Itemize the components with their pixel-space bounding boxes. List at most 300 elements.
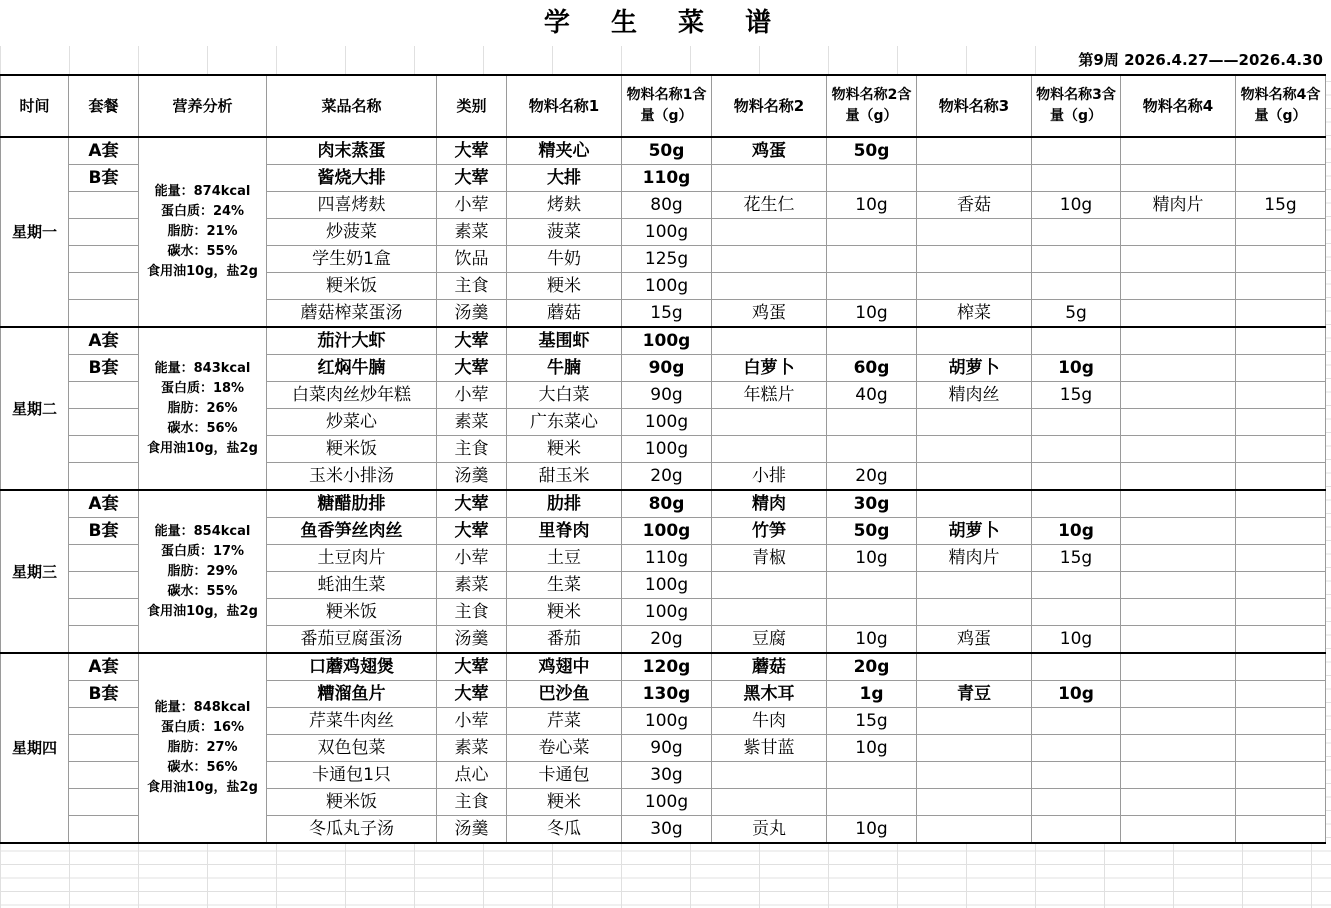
material-cell[interactable]: 鸡蛋 bbox=[917, 626, 1032, 654]
material-cell[interactable] bbox=[1121, 355, 1236, 382]
material-cell[interactable]: 10g bbox=[1032, 192, 1121, 219]
material-cell[interactable] bbox=[1032, 735, 1121, 762]
material-cell[interactable] bbox=[1032, 409, 1121, 436]
category-cell[interactable]: 汤羹 bbox=[437, 816, 507, 844]
category-cell[interactable]: 素菜 bbox=[437, 735, 507, 762]
material-cell[interactable] bbox=[1121, 681, 1236, 708]
set-cell[interactable] bbox=[69, 626, 139, 654]
set-cell[interactable]: B套 bbox=[69, 681, 139, 708]
set-cell[interactable]: A套 bbox=[69, 327, 139, 355]
set-cell[interactable] bbox=[69, 382, 139, 409]
header-cell[interactable]: 物料名称3含量（g） bbox=[1032, 75, 1121, 137]
material-cell[interactable]: 10g bbox=[1032, 518, 1121, 545]
material-cell[interactable] bbox=[917, 165, 1032, 192]
material-cell[interactable] bbox=[827, 762, 917, 789]
material-cell[interactable]: 番茄 bbox=[507, 626, 622, 654]
material-cell[interactable]: 10g bbox=[827, 735, 917, 762]
material-cell[interactable] bbox=[1236, 789, 1326, 816]
set-cell[interactable]: A套 bbox=[69, 137, 139, 165]
material-cell[interactable]: 80g bbox=[622, 192, 712, 219]
material-cell[interactable]: 5g bbox=[1032, 300, 1121, 328]
material-cell[interactable] bbox=[712, 436, 827, 463]
material-cell[interactable] bbox=[917, 735, 1032, 762]
material-cell[interactable]: 110g bbox=[622, 545, 712, 572]
header-cell[interactable]: 物料名称2含量（g） bbox=[827, 75, 917, 137]
material-cell[interactable]: 贡丸 bbox=[712, 816, 827, 844]
material-cell[interactable] bbox=[1032, 463, 1121, 491]
material-cell[interactable]: 60g bbox=[827, 355, 917, 382]
material-cell[interactable] bbox=[1236, 681, 1326, 708]
material-cell[interactable] bbox=[1236, 653, 1326, 681]
category-cell[interactable]: 大荤 bbox=[437, 490, 507, 518]
material-cell[interactable]: 青豆 bbox=[917, 681, 1032, 708]
set-cell[interactable] bbox=[69, 436, 139, 463]
material-cell[interactable]: 20g bbox=[622, 463, 712, 491]
header-cell[interactable]: 营养分析 bbox=[139, 75, 267, 137]
nutrition-cell[interactable] bbox=[139, 137, 267, 327]
dish-name-cell[interactable]: 茄汁大虾 bbox=[267, 327, 437, 355]
material-cell[interactable]: 120g bbox=[622, 653, 712, 681]
material-cell[interactable]: 牛肉 bbox=[712, 708, 827, 735]
set-cell[interactable] bbox=[69, 545, 139, 572]
material-cell[interactable] bbox=[1032, 762, 1121, 789]
material-cell[interactable]: 50g bbox=[827, 137, 917, 165]
material-cell[interactable] bbox=[1121, 545, 1236, 572]
material-cell[interactable] bbox=[1121, 165, 1236, 192]
material-cell[interactable] bbox=[1032, 708, 1121, 735]
category-cell[interactable]: 大荤 bbox=[437, 327, 507, 355]
header-cell[interactable]: 物料名称2 bbox=[712, 75, 827, 137]
material-cell[interactable] bbox=[827, 219, 917, 246]
material-cell[interactable] bbox=[1121, 463, 1236, 491]
material-cell[interactable]: 100g bbox=[622, 708, 712, 735]
dish-name-cell[interactable]: 炒菜心 bbox=[267, 409, 437, 436]
material-cell[interactable]: 100g bbox=[622, 273, 712, 300]
material-cell[interactable] bbox=[1236, 409, 1326, 436]
material-cell[interactable] bbox=[712, 762, 827, 789]
material-cell[interactable] bbox=[917, 599, 1032, 626]
material-cell[interactable]: 生菜 bbox=[507, 572, 622, 599]
set-cell[interactable]: A套 bbox=[69, 490, 139, 518]
material-cell[interactable] bbox=[1032, 789, 1121, 816]
material-cell[interactable]: 菠菜 bbox=[507, 219, 622, 246]
material-cell[interactable] bbox=[917, 137, 1032, 165]
category-cell[interactable]: 小荤 bbox=[437, 192, 507, 219]
material-cell[interactable] bbox=[712, 165, 827, 192]
material-cell[interactable] bbox=[1236, 219, 1326, 246]
dish-name-cell[interactable]: 糖醋肋排 bbox=[267, 490, 437, 518]
material-cell[interactable] bbox=[1236, 436, 1326, 463]
set-cell[interactable]: B套 bbox=[69, 518, 139, 545]
material-cell[interactable]: 100g bbox=[622, 518, 712, 545]
material-cell[interactable] bbox=[917, 653, 1032, 681]
material-cell[interactable]: 芹菜 bbox=[507, 708, 622, 735]
material-cell[interactable]: 30g bbox=[827, 490, 917, 518]
set-cell[interactable]: B套 bbox=[69, 165, 139, 192]
material-cell[interactable] bbox=[1121, 219, 1236, 246]
material-cell[interactable]: 粳米 bbox=[507, 436, 622, 463]
set-cell[interactable] bbox=[69, 708, 139, 735]
category-cell[interactable]: 小荤 bbox=[437, 708, 507, 735]
material-cell[interactable]: 粳米 bbox=[507, 789, 622, 816]
material-cell[interactable] bbox=[827, 789, 917, 816]
material-cell[interactable] bbox=[1032, 246, 1121, 273]
material-cell[interactable] bbox=[1032, 490, 1121, 518]
material-cell[interactable]: 牛奶 bbox=[507, 246, 622, 273]
material-cell[interactable]: 精肉 bbox=[712, 490, 827, 518]
material-cell[interactable] bbox=[712, 572, 827, 599]
material-cell[interactable] bbox=[712, 273, 827, 300]
material-cell[interactable] bbox=[827, 599, 917, 626]
material-cell[interactable]: 竹笋 bbox=[712, 518, 827, 545]
material-cell[interactable]: 巴沙鱼 bbox=[507, 681, 622, 708]
material-cell[interactable] bbox=[917, 219, 1032, 246]
material-cell[interactable]: 20g bbox=[827, 653, 917, 681]
material-cell[interactable] bbox=[712, 246, 827, 273]
material-cell[interactable]: 125g bbox=[622, 246, 712, 273]
material-cell[interactable]: 10g bbox=[827, 816, 917, 844]
material-cell[interactable]: 卷心菜 bbox=[507, 735, 622, 762]
material-cell[interactable] bbox=[827, 165, 917, 192]
material-cell[interactable]: 大排 bbox=[507, 165, 622, 192]
material-cell[interactable] bbox=[917, 463, 1032, 491]
material-cell[interactable] bbox=[712, 599, 827, 626]
material-cell[interactable] bbox=[1236, 273, 1326, 300]
material-cell[interactable] bbox=[917, 327, 1032, 355]
material-cell[interactable] bbox=[1121, 626, 1236, 654]
dish-name-cell[interactable]: 肉末蒸蛋 bbox=[267, 137, 437, 165]
material-cell[interactable]: 黑木耳 bbox=[712, 681, 827, 708]
material-cell[interactable] bbox=[1121, 382, 1236, 409]
category-cell[interactable]: 小荤 bbox=[437, 545, 507, 572]
material-cell[interactable]: 100g bbox=[622, 219, 712, 246]
header-cell[interactable]: 时间 bbox=[1, 75, 69, 137]
dish-name-cell[interactable]: 双色包菜 bbox=[267, 735, 437, 762]
material-cell[interactable]: 小排 bbox=[712, 463, 827, 491]
dish-name-cell[interactable]: 芹菜牛肉丝 bbox=[267, 708, 437, 735]
category-cell[interactable]: 素菜 bbox=[437, 219, 507, 246]
set-cell[interactable] bbox=[69, 735, 139, 762]
set-cell[interactable]: B套 bbox=[69, 355, 139, 382]
set-cell[interactable] bbox=[69, 409, 139, 436]
material-cell[interactable] bbox=[1032, 436, 1121, 463]
category-cell[interactable]: 主食 bbox=[437, 273, 507, 300]
material-cell[interactable] bbox=[1121, 789, 1236, 816]
material-cell[interactable] bbox=[827, 246, 917, 273]
category-cell[interactable]: 大荤 bbox=[437, 165, 507, 192]
material-cell[interactable]: 榨菜 bbox=[917, 300, 1032, 328]
material-cell[interactable]: 20g bbox=[622, 626, 712, 654]
set-cell[interactable] bbox=[69, 789, 139, 816]
material-cell[interactable] bbox=[917, 490, 1032, 518]
material-cell[interactable] bbox=[1236, 463, 1326, 491]
material-cell[interactable] bbox=[1121, 300, 1236, 328]
material-cell[interactable]: 50g bbox=[827, 518, 917, 545]
material-cell[interactable] bbox=[1032, 219, 1121, 246]
material-cell[interactable]: 10g bbox=[827, 192, 917, 219]
material-cell[interactable] bbox=[1236, 735, 1326, 762]
material-cell[interactable]: 20g bbox=[827, 463, 917, 491]
category-cell[interactable]: 点心 bbox=[437, 762, 507, 789]
material-cell[interactable]: 10g bbox=[1032, 681, 1121, 708]
material-cell[interactable]: 精夹心 bbox=[507, 137, 622, 165]
material-cell[interactable] bbox=[917, 816, 1032, 844]
material-cell[interactable] bbox=[1121, 572, 1236, 599]
dish-name-cell[interactable]: 蚝油生菜 bbox=[267, 572, 437, 599]
material-cell[interactable]: 15g bbox=[1032, 382, 1121, 409]
material-cell[interactable]: 90g bbox=[622, 355, 712, 382]
material-cell[interactable] bbox=[1032, 165, 1121, 192]
dish-name-cell[interactable]: 炒菠菜 bbox=[267, 219, 437, 246]
day-cell[interactable]: 星期一 bbox=[1, 137, 69, 327]
material-cell[interactable]: 1g bbox=[827, 681, 917, 708]
dish-name-cell[interactable]: 鱼香笋丝肉丝 bbox=[267, 518, 437, 545]
material-cell[interactable]: 110g bbox=[622, 165, 712, 192]
material-cell[interactable] bbox=[1032, 653, 1121, 681]
material-cell[interactable]: 10g bbox=[827, 626, 917, 654]
material-cell[interactable] bbox=[1121, 490, 1236, 518]
material-cell[interactable] bbox=[917, 789, 1032, 816]
material-cell[interactable]: 80g bbox=[622, 490, 712, 518]
material-cell[interactable]: 蘑菇 bbox=[507, 300, 622, 328]
material-cell[interactable]: 100g bbox=[622, 789, 712, 816]
nutrition-cell[interactable] bbox=[139, 327, 267, 490]
set-cell[interactable] bbox=[69, 246, 139, 273]
material-cell[interactable] bbox=[1032, 816, 1121, 844]
category-cell[interactable]: 主食 bbox=[437, 599, 507, 626]
material-cell[interactable]: 100g bbox=[622, 409, 712, 436]
header-cell[interactable]: 物料名称1 bbox=[507, 75, 622, 137]
dish-name-cell[interactable]: 卡通包1只 bbox=[267, 762, 437, 789]
material-cell[interactable]: 粳米 bbox=[507, 273, 622, 300]
nutrition-cell[interactable] bbox=[139, 490, 267, 653]
material-cell[interactable]: 15g bbox=[1236, 192, 1326, 219]
set-cell[interactable] bbox=[69, 273, 139, 300]
material-cell[interactable] bbox=[1121, 762, 1236, 789]
set-cell[interactable] bbox=[69, 572, 139, 599]
material-cell[interactable]: 烤麸 bbox=[507, 192, 622, 219]
set-cell[interactable] bbox=[69, 816, 139, 844]
material-cell[interactable]: 紫甘蓝 bbox=[712, 735, 827, 762]
category-cell[interactable]: 汤羹 bbox=[437, 626, 507, 654]
set-cell[interactable]: A套 bbox=[69, 653, 139, 681]
dish-name-cell[interactable]: 口蘑鸡翅煲 bbox=[267, 653, 437, 681]
material-cell[interactable]: 白萝卜 bbox=[712, 355, 827, 382]
set-cell[interactable] bbox=[69, 300, 139, 328]
material-cell[interactable] bbox=[917, 409, 1032, 436]
category-cell[interactable]: 大荤 bbox=[437, 355, 507, 382]
dish-name-cell[interactable]: 白菜肉丝炒年糕 bbox=[267, 382, 437, 409]
material-cell[interactable]: 牛腩 bbox=[507, 355, 622, 382]
header-cell[interactable]: 类别 bbox=[437, 75, 507, 137]
material-cell[interactable]: 15g bbox=[622, 300, 712, 328]
material-cell[interactable]: 100g bbox=[622, 436, 712, 463]
material-cell[interactable] bbox=[1236, 490, 1326, 518]
material-cell[interactable] bbox=[1236, 327, 1326, 355]
set-cell[interactable] bbox=[69, 463, 139, 491]
material-cell[interactable]: 香菇 bbox=[917, 192, 1032, 219]
dish-name-cell[interactable]: 粳米饭 bbox=[267, 436, 437, 463]
category-cell[interactable]: 大荤 bbox=[437, 653, 507, 681]
material-cell[interactable]: 10g bbox=[1032, 626, 1121, 654]
material-cell[interactable]: 10g bbox=[1032, 355, 1121, 382]
material-cell[interactable]: 40g bbox=[827, 382, 917, 409]
day-cell[interactable]: 星期四 bbox=[1, 653, 69, 843]
category-cell[interactable]: 素菜 bbox=[437, 572, 507, 599]
dish-name-cell[interactable]: 粳米饭 bbox=[267, 789, 437, 816]
dish-name-cell[interactable]: 土豆肉片 bbox=[267, 545, 437, 572]
material-cell[interactable] bbox=[1121, 137, 1236, 165]
dish-name-cell[interactable]: 酱烧大排 bbox=[267, 165, 437, 192]
dish-name-cell[interactable]: 红焖牛腩 bbox=[267, 355, 437, 382]
material-cell[interactable]: 青椒 bbox=[712, 545, 827, 572]
material-cell[interactable] bbox=[1032, 599, 1121, 626]
material-cell[interactable]: 90g bbox=[622, 382, 712, 409]
category-cell[interactable]: 大荤 bbox=[437, 681, 507, 708]
material-cell[interactable]: 蘑菇 bbox=[712, 653, 827, 681]
dish-name-cell[interactable]: 粳米饭 bbox=[267, 599, 437, 626]
material-cell[interactable] bbox=[712, 219, 827, 246]
material-cell[interactable] bbox=[1236, 165, 1326, 192]
material-cell[interactable]: 鸡蛋 bbox=[712, 300, 827, 328]
material-cell[interactable]: 30g bbox=[622, 816, 712, 844]
category-cell[interactable]: 汤羹 bbox=[437, 463, 507, 491]
material-cell[interactable]: 大白菜 bbox=[507, 382, 622, 409]
material-cell[interactable] bbox=[827, 436, 917, 463]
material-cell[interactable]: 100g bbox=[622, 572, 712, 599]
material-cell[interactable] bbox=[1236, 355, 1326, 382]
material-cell[interactable]: 鸡翅中 bbox=[507, 653, 622, 681]
material-cell[interactable] bbox=[1032, 327, 1121, 355]
material-cell[interactable]: 胡萝卜 bbox=[917, 518, 1032, 545]
material-cell[interactable]: 100g bbox=[622, 327, 712, 355]
category-cell[interactable]: 饮品 bbox=[437, 246, 507, 273]
material-cell[interactable] bbox=[1236, 137, 1326, 165]
material-cell[interactable] bbox=[1121, 599, 1236, 626]
material-cell[interactable] bbox=[1236, 300, 1326, 328]
dish-name-cell[interactable]: 番茄豆腐蛋汤 bbox=[267, 626, 437, 654]
day-cell[interactable]: 星期三 bbox=[1, 490, 69, 653]
material-cell[interactable] bbox=[917, 762, 1032, 789]
material-cell[interactable] bbox=[712, 409, 827, 436]
material-cell[interactable]: 里脊肉 bbox=[507, 518, 622, 545]
material-cell[interactable]: 15g bbox=[827, 708, 917, 735]
material-cell[interactable]: 甜玉米 bbox=[507, 463, 622, 491]
material-cell[interactable]: 精肉丝 bbox=[917, 382, 1032, 409]
material-cell[interactable]: 精肉片 bbox=[917, 545, 1032, 572]
material-cell[interactable] bbox=[1121, 518, 1236, 545]
material-cell[interactable] bbox=[712, 789, 827, 816]
material-cell[interactable] bbox=[917, 436, 1032, 463]
dish-name-cell[interactable]: 四喜烤麸 bbox=[267, 192, 437, 219]
material-cell[interactable] bbox=[1236, 626, 1326, 654]
set-cell[interactable] bbox=[69, 762, 139, 789]
material-cell[interactable] bbox=[1121, 816, 1236, 844]
material-cell[interactable] bbox=[1121, 436, 1236, 463]
material-cell[interactable]: 90g bbox=[622, 735, 712, 762]
category-cell[interactable]: 大荤 bbox=[437, 518, 507, 545]
material-cell[interactable] bbox=[1236, 572, 1326, 599]
category-cell[interactable]: 主食 bbox=[437, 789, 507, 816]
material-cell[interactable]: 土豆 bbox=[507, 545, 622, 572]
material-cell[interactable] bbox=[917, 572, 1032, 599]
material-cell[interactable] bbox=[827, 409, 917, 436]
material-cell[interactable] bbox=[1121, 327, 1236, 355]
material-cell[interactable]: 年糕片 bbox=[712, 382, 827, 409]
day-cell[interactable]: 星期二 bbox=[1, 327, 69, 490]
material-cell[interactable] bbox=[1236, 708, 1326, 735]
dish-name-cell[interactable]: 糟溜鱼片 bbox=[267, 681, 437, 708]
material-cell[interactable]: 10g bbox=[827, 545, 917, 572]
material-cell[interactable] bbox=[1121, 273, 1236, 300]
dish-name-cell[interactable]: 粳米饭 bbox=[267, 273, 437, 300]
material-cell[interactable] bbox=[1032, 572, 1121, 599]
material-cell[interactable]: 基围虾 bbox=[507, 327, 622, 355]
material-cell[interactable] bbox=[1121, 653, 1236, 681]
category-cell[interactable]: 小荤 bbox=[437, 382, 507, 409]
material-cell[interactable] bbox=[1236, 816, 1326, 844]
set-cell[interactable] bbox=[69, 192, 139, 219]
material-cell[interactable] bbox=[827, 572, 917, 599]
material-cell[interactable]: 粳米 bbox=[507, 599, 622, 626]
material-cell[interactable] bbox=[917, 708, 1032, 735]
header-cell[interactable]: 物料名称4 bbox=[1121, 75, 1236, 137]
material-cell[interactable] bbox=[917, 273, 1032, 300]
material-cell[interactable]: 胡萝卜 bbox=[917, 355, 1032, 382]
dish-name-cell[interactable]: 学生奶1盒 bbox=[267, 246, 437, 273]
material-cell[interactable]: 肋排 bbox=[507, 490, 622, 518]
material-cell[interactable] bbox=[1236, 382, 1326, 409]
category-cell[interactable]: 大荤 bbox=[437, 137, 507, 165]
material-cell[interactable] bbox=[1236, 246, 1326, 273]
category-cell[interactable]: 素菜 bbox=[437, 409, 507, 436]
material-cell[interactable] bbox=[1236, 545, 1326, 572]
dish-name-cell[interactable]: 蘑菇榨菜蛋汤 bbox=[267, 300, 437, 328]
set-cell[interactable] bbox=[69, 219, 139, 246]
category-cell[interactable]: 汤羹 bbox=[437, 300, 507, 328]
material-cell[interactable]: 卡通包 bbox=[507, 762, 622, 789]
header-cell[interactable]: 物料名称4含量（g） bbox=[1236, 75, 1326, 137]
material-cell[interactable]: 鸡蛋 bbox=[712, 137, 827, 165]
material-cell[interactable] bbox=[1121, 409, 1236, 436]
material-cell[interactable] bbox=[917, 246, 1032, 273]
material-cell[interactable]: 30g bbox=[622, 762, 712, 789]
material-cell[interactable] bbox=[827, 273, 917, 300]
material-cell[interactable] bbox=[1032, 137, 1121, 165]
nutrition-cell[interactable] bbox=[139, 653, 267, 843]
material-cell[interactable]: 130g bbox=[622, 681, 712, 708]
material-cell[interactable] bbox=[1236, 762, 1326, 789]
material-cell[interactable] bbox=[1236, 518, 1326, 545]
material-cell[interactable] bbox=[712, 327, 827, 355]
material-cell[interactable]: 15g bbox=[1032, 545, 1121, 572]
material-cell[interactable] bbox=[827, 327, 917, 355]
dish-name-cell[interactable]: 冬瓜丸子汤 bbox=[267, 816, 437, 844]
dish-name-cell[interactable]: 玉米小排汤 bbox=[267, 463, 437, 491]
set-cell[interactable] bbox=[69, 599, 139, 626]
material-cell[interactable]: 100g bbox=[622, 599, 712, 626]
material-cell[interactable]: 精肉片 bbox=[1121, 192, 1236, 219]
material-cell[interactable] bbox=[1121, 735, 1236, 762]
header-cell[interactable]: 物料名称3 bbox=[917, 75, 1032, 137]
material-cell[interactable]: 10g bbox=[827, 300, 917, 328]
material-cell[interactable] bbox=[1121, 708, 1236, 735]
material-cell[interactable]: 冬瓜 bbox=[507, 816, 622, 844]
category-cell[interactable]: 主食 bbox=[437, 436, 507, 463]
material-cell[interactable] bbox=[1236, 599, 1326, 626]
header-cell[interactable]: 套餐 bbox=[69, 75, 139, 137]
material-cell[interactable]: 广东菜心 bbox=[507, 409, 622, 436]
